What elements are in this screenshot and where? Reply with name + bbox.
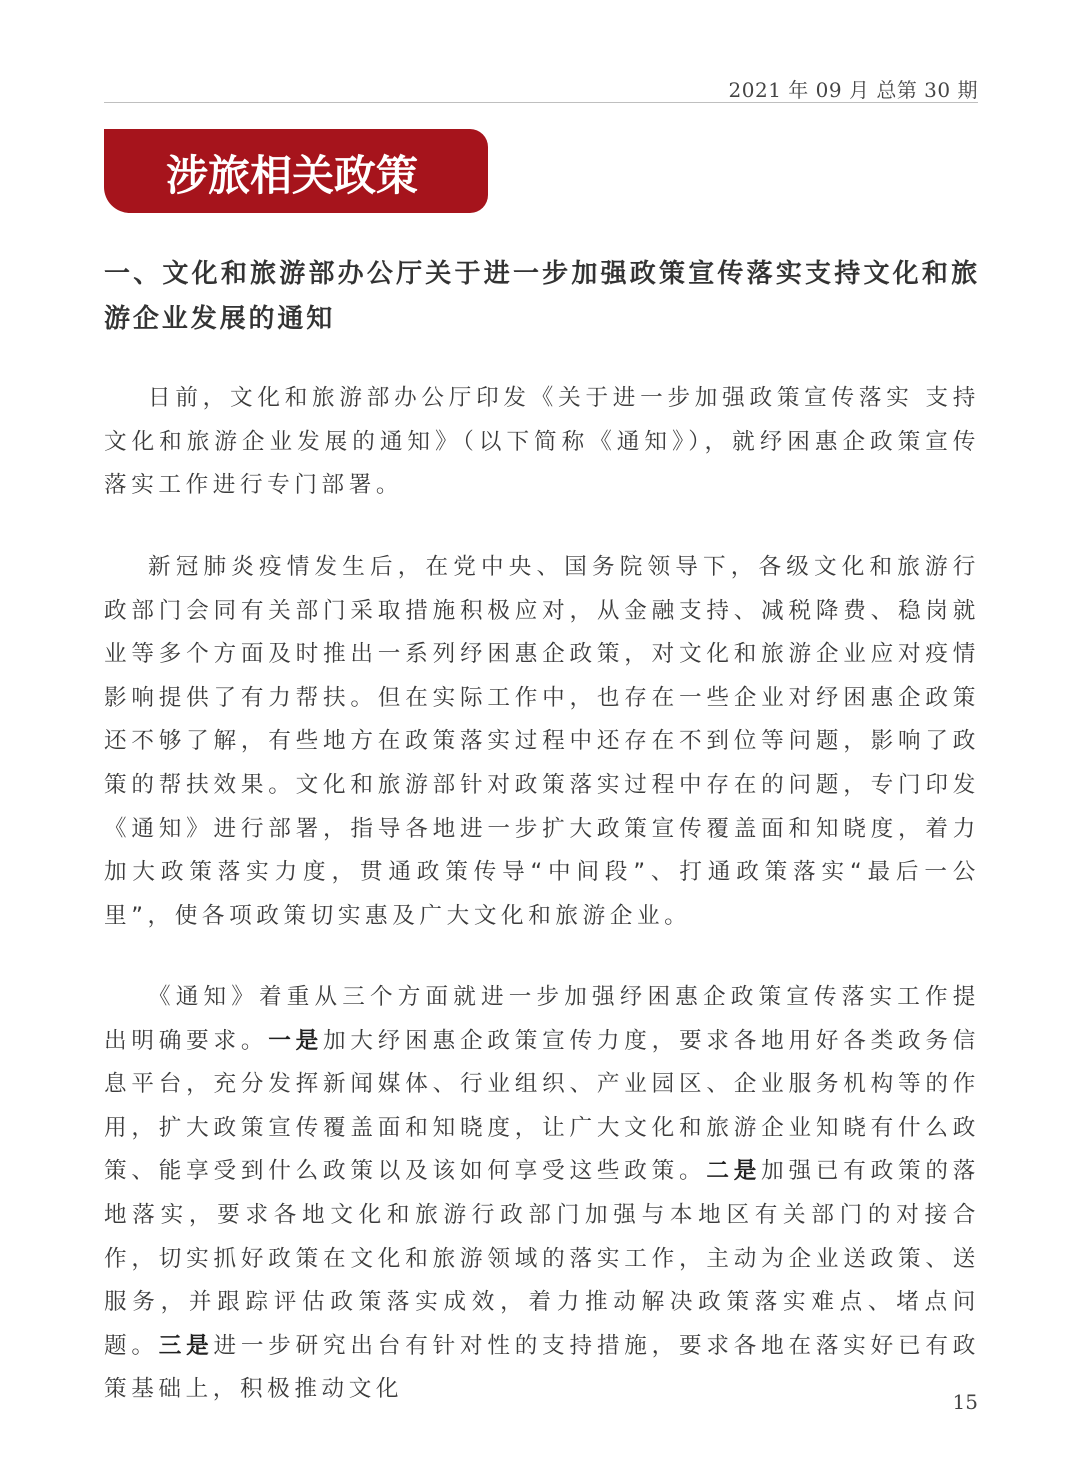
section-banner: [104, 129, 488, 213]
header-divider: [104, 102, 978, 103]
point-2-label: 二是: [706, 1158, 762, 1185]
paragraph-3-intro: 《通知》着重从三个方面就进一步加强纾困惠企政策宣传落实工作提出明确要求。: [104, 984, 980, 1054]
issue-header: 2021 年 09 月 总第 30 期: [728, 78, 978, 102]
article-title: 一、文化和旅游部办公厅关于进一步加强政策宣传落实支持文化和旅游企业发展的通知: [104, 259, 980, 334]
point-3-text: 进一步研究出台有针对性的支持措施，要求各地在落实好已有政策基础上，积极推动文化: [104, 1332, 980, 1403]
paragraph-1: 日前，文化和旅游部办公厅印发《关于进一步加强政策宣传落实 支持文化和旅游企业发展的通知》（以下简称《通知》），就纾困惠企政策宣传落实工作进行专门部署。: [104, 385, 980, 499]
point-2-text: 加强已有政策的落地落实，要求各地文化和旅游行政部门加强与本地区有关部门的对接合作，切实抓好政策在文化和旅游领域的落实工作，主动为企业送政策、送服务，并跟踪评估政策落实成效，着力推动解决政策落实难点、堵点问题。: [104, 1158, 980, 1359]
paragraph-3: [104, 976, 980, 1412]
point-3-label: 三是: [158, 1332, 214, 1359]
page-number: 15: [952, 1390, 978, 1414]
paragraph-2: 新冠肺炎疫情发生后，在党中央、国务院领导下，各级文化和旅游行政部门会同有关部门采取措施积极应对，从金融支持、减税降费、稳岗就业等多个方面及时推出一系列纾困惠企政策，对文化和旅游企业应对疫情影响提供了有力帮扶。但在实际工作中，也存在一些企业对纾困惠企政策还不够了解，有些地方在政策落实过程中还存在不到位等问题，影响了政策的帮扶效果。文化和旅游部针对政策落实过程中存在的问题，专门印发《通知》进行部署，指导各地进一步扩大政策宣传覆盖面和知晓度，着力加大政策落实力度，贯通政策传导“中间段”、打通政策落实“最后一公里”，使各项政策切实惠及广大文化和旅游企业。: [104, 554, 980, 929]
point-1-text: 加大纾困惠企政策宣传力度，要求各地用好各类政务信息平台，充分发挥新闻媒体、行业组织、产业园区、企业服务机构等的作用，扩大政策宣传覆盖面和知晓度，让广大文化和旅游企业知晓有什么政策、能享受到什么政策以及该如何享受这些政策。: [104, 1027, 980, 1185]
section-title: 涉旅相关政策: [166, 151, 419, 200]
point-1-label: 一是: [268, 1027, 324, 1054]
